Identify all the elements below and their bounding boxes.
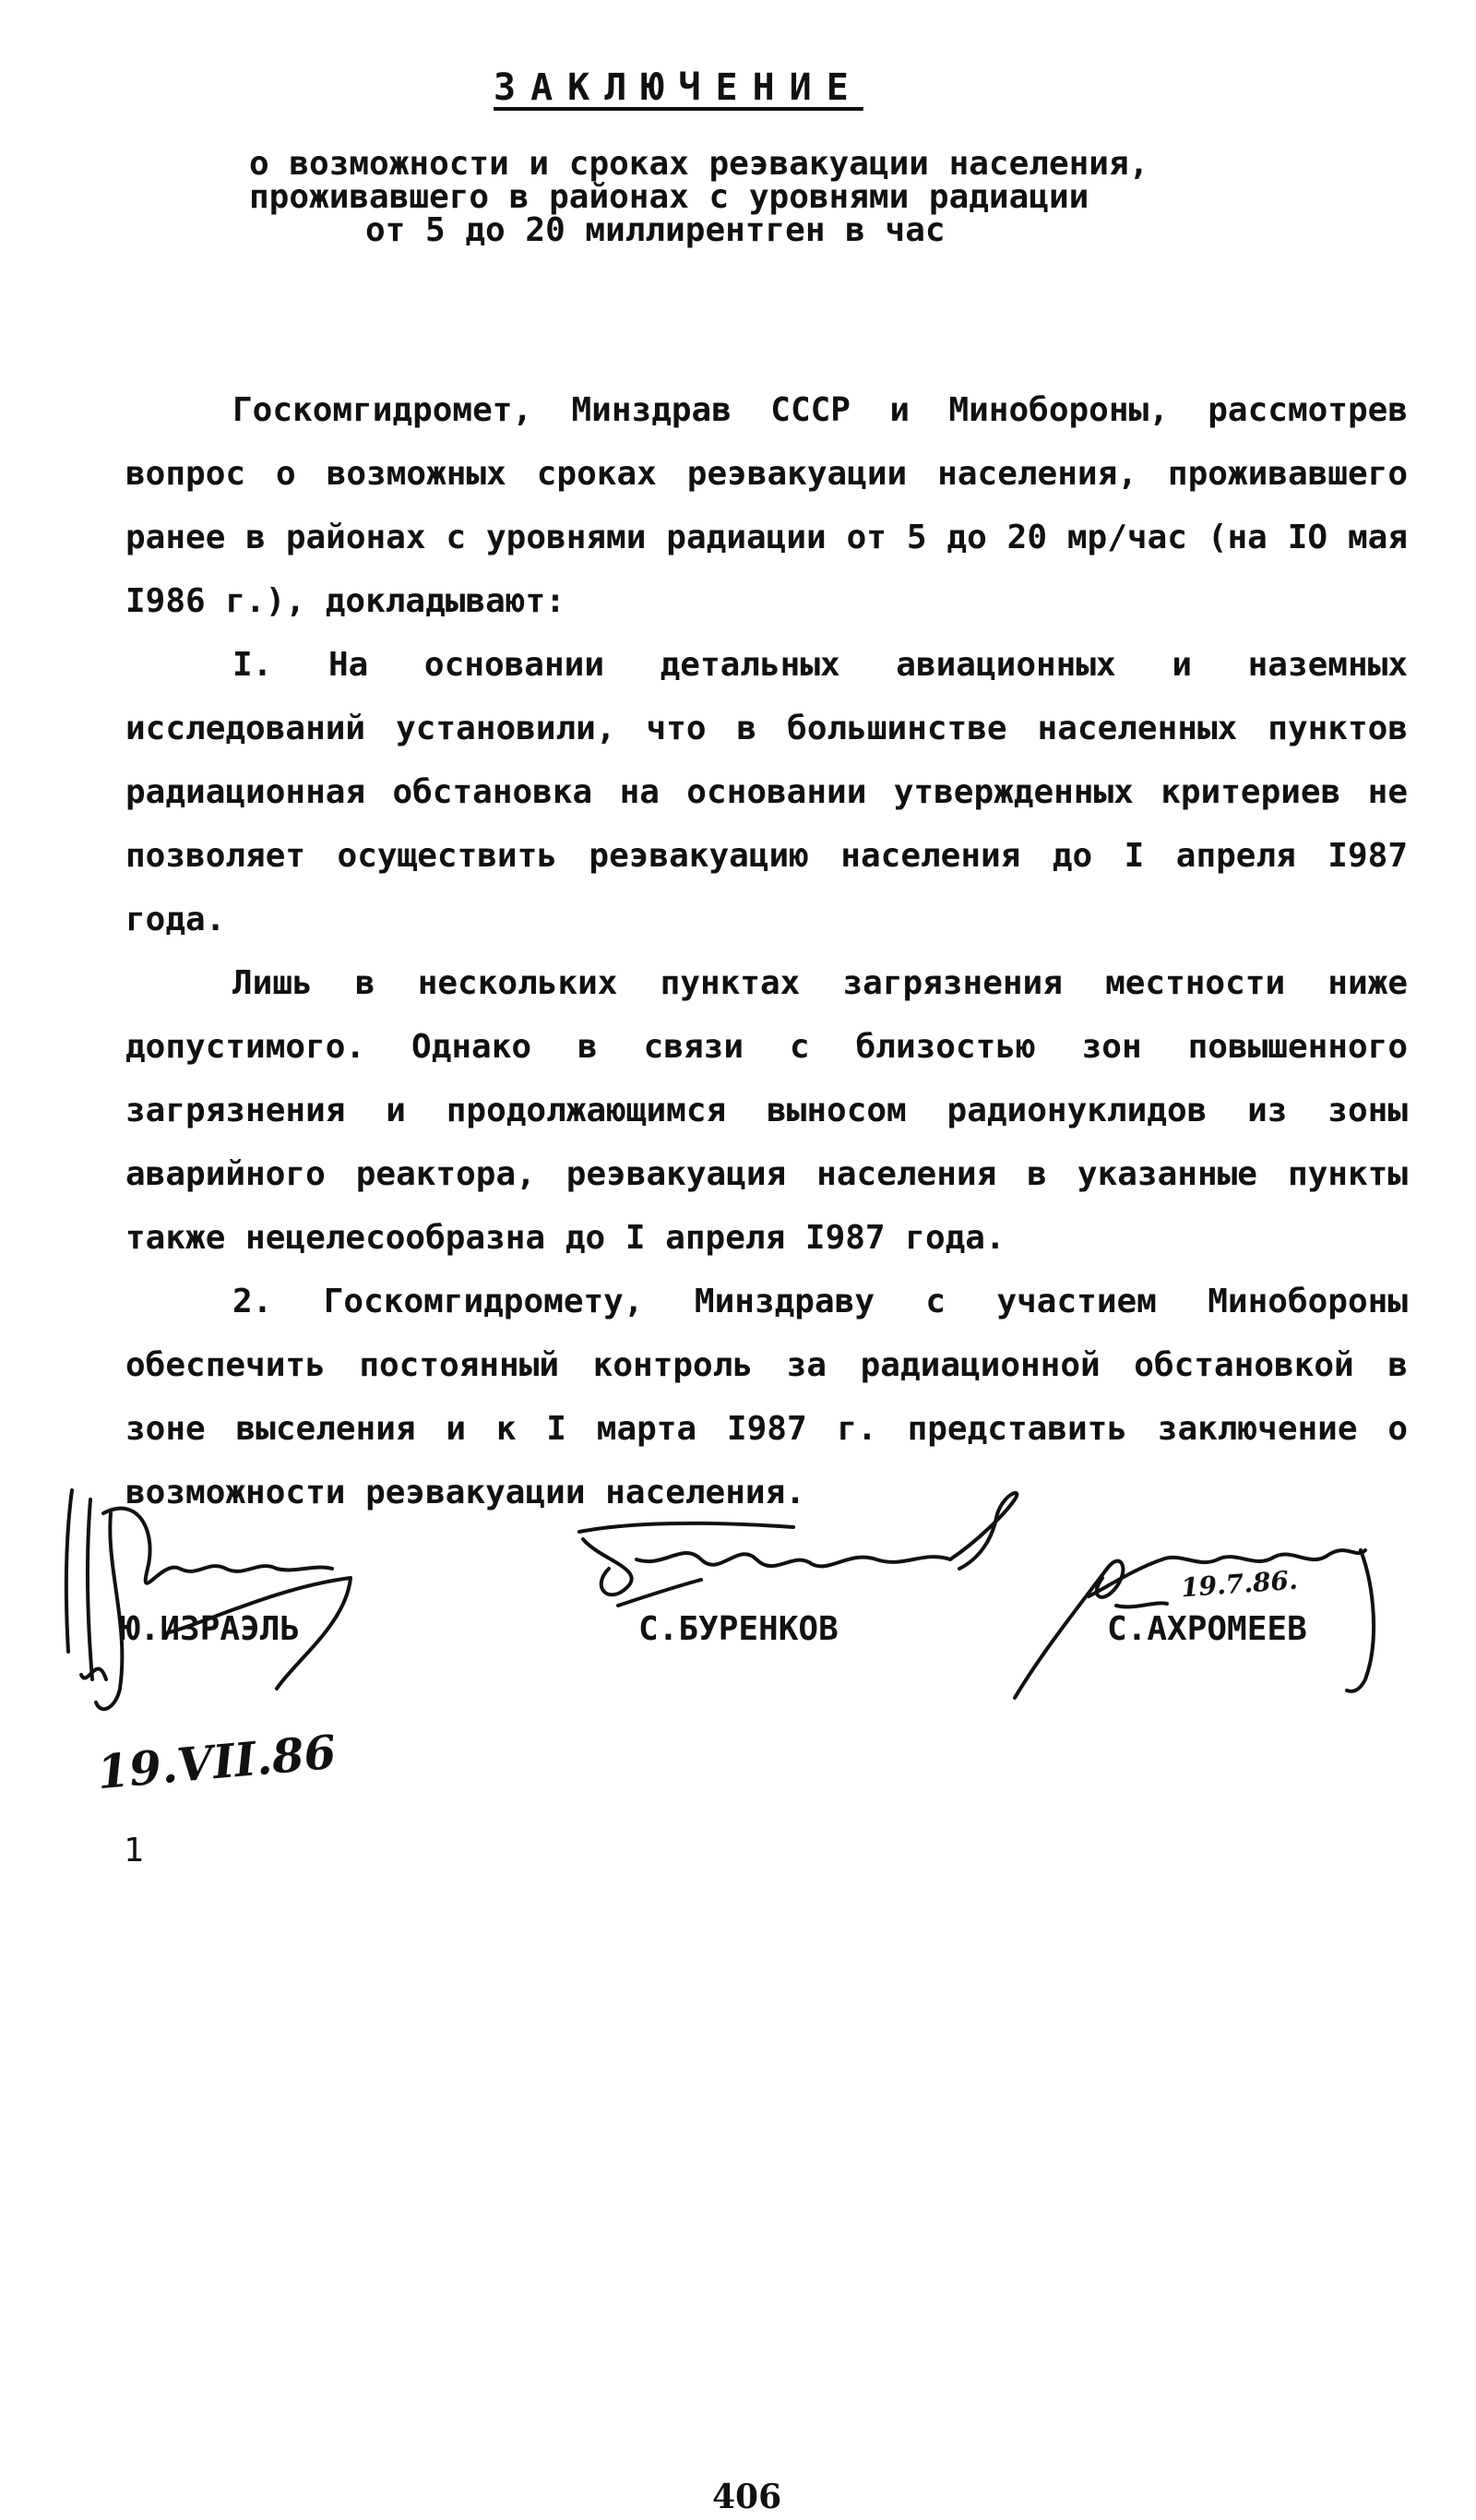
document-subtitle <box>249 145 1172 249</box>
document-title: ЗАКЛЮЧЕНИЕ <box>494 66 863 109</box>
handwritten-date-izrael: 19.VII.86 <box>94 1724 339 1800</box>
subtitle-line-3: от 5 до 20 миллирентген в час <box>365 211 946 249</box>
paragraph-item-1-continued: Лишь в нескольких пунктах загрязнения местности ниже допустимого. Однако в связи с близостью зон повышенного загрязнения и продолжающимся выносом радионуклидов из зоны аварийного реактора, реэвакуация населения в указанные пункты также нецелесообразна до I апреля I987 года. <box>125 964 1408 1257</box>
signatory-3: С.АХРОМЕЕВ <box>1107 1610 1307 1648</box>
page-number: 406 <box>712 2478 782 2516</box>
paragraph-intro: Госкомгидромет, Минздрав СССР и Минобороны, рассмотрев вопрос о возможных сроках реэвакуации населения, проживавшего ранее в районах с уровнями радиации от 5 до 20 мр/час (на IO мая I986 г.), докладывают: <box>125 391 1408 620</box>
signatory-1: Ю.ИЗРАЭЛЬ <box>120 1610 301 1648</box>
document-body <box>125 378 1408 1524</box>
subtitle-line-1: о возможности и сроках реэвакуации населения, <box>249 145 1149 183</box>
handwritten-date-akhromeev: 19.7.86. <box>1180 1564 1299 1604</box>
paragraph-item-1: I. На основании детальных авиационных и наземных исследований установили, что в большинстве населенных пунктов радиационная обстановка на основании утвержденных критериев не позволяет осуществить реэвакуацию населения до I апреля I987 года. <box>125 646 1408 938</box>
signatory-2: С.БУРЕНКОВ <box>638 1610 839 1648</box>
paragraph-item-2: 2. Госкомгидромету, Минздраву с участием Минобороны обеспечить постоянный контроль за радиационной обстановкой в зоне выселения и к I марта I987 г. представить заключение о возможности реэвакуации населения. <box>125 1283 1408 1511</box>
page-index: 1 <box>124 1832 144 1869</box>
subtitle-line-2: проживавшего в районах с уровнями радиации <box>249 178 1089 216</box>
